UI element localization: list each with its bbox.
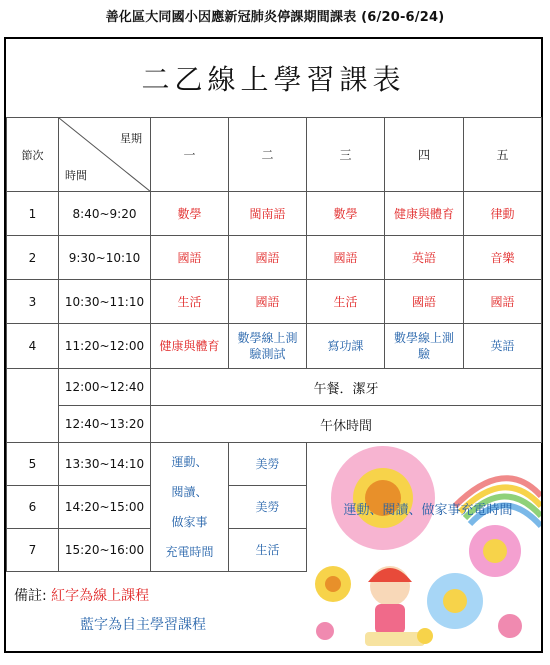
subject-cell: 數學線上測驗 [385, 324, 464, 369]
lunch-text: 午餐．潔牙 [151, 369, 542, 406]
notes-red-desc: 為線上課程 [79, 588, 150, 604]
subject-cell: 國語 [464, 280, 542, 324]
period-number: 1 [7, 192, 59, 236]
self-study-line: 做家事 [171, 515, 208, 529]
notes-red-keyword: 紅字 [51, 588, 80, 604]
subject-cell: 寫功課 [307, 324, 385, 369]
day-header-mon: 一 [151, 118, 229, 192]
day-header-thu: 四 [385, 118, 464, 192]
self-study-text: 運動、閱讀、做家事充電時間 [343, 503, 513, 518]
flower-illustration [305, 436, 541, 651]
period-time: 13:30~14:10 [59, 443, 151, 486]
subject-cell: 美勞 [229, 443, 307, 486]
subject-cell: 健康與體育 [385, 192, 464, 236]
period-time: 10:30~11:10 [59, 280, 151, 324]
subject-cell: 生活 [229, 529, 307, 572]
break-period-blank [7, 369, 59, 443]
subject-cell: 國語 [229, 280, 307, 324]
document-title: 善化區大同國小因應新冠肺炎停課期間課表 (6/20-6/24) [105, 10, 445, 25]
period-number: 5 [7, 443, 59, 486]
break-time: 12:40~13:20 [59, 406, 151, 443]
self-study-line: 充電時間 [165, 545, 214, 559]
subject-cell: 音樂 [464, 236, 542, 280]
subject-cell: 數學 [151, 192, 229, 236]
subject-cell: 律動 [464, 192, 542, 236]
nap-text: 午休時間 [151, 406, 542, 443]
subject-cell: 英語 [464, 324, 542, 369]
self-study-line: 運動、 [171, 455, 208, 469]
header-row [7, 118, 542, 192]
subject-cell: 國語 [151, 236, 229, 280]
small-pink-flowers [316, 614, 522, 644]
period-number: 3 [7, 280, 59, 324]
subject-cell: 國語 [229, 236, 307, 280]
period-number: 7 [7, 529, 59, 572]
day-header-wed: 三 [307, 118, 385, 192]
period-row [7, 324, 542, 369]
small-flower-left [315, 566, 351, 602]
period-time: 9:30~10:10 [59, 236, 151, 280]
period-time: 14:20~15:00 [59, 486, 151, 529]
subject-cell: 健康與體育 [151, 324, 229, 369]
period-time: 11:20~12:00 [59, 324, 151, 369]
timetable-title: 二乙線上學習課表 [141, 63, 406, 96]
time-label: 時間 [65, 169, 87, 182]
subject-cell: 國語 [385, 280, 464, 324]
break-time: 12:00~12:40 [59, 369, 151, 406]
subject-cell: 生活 [307, 280, 385, 324]
notes-blue-keyword: 藍字 [80, 617, 108, 633]
day-header-fri: 五 [464, 118, 542, 192]
self-study-monday [151, 443, 229, 572]
period-time: 15:20~16:00 [59, 529, 151, 572]
day-header-tue: 二 [229, 118, 307, 192]
notes-line-1 [14, 585, 149, 605]
weekday-label: 星期 [120, 132, 142, 145]
notes-blue-desc: 為自主學習課程 [108, 617, 206, 633]
period-time: 8:40~9:20 [59, 192, 151, 236]
break-row [7, 369, 542, 406]
period-row [7, 236, 542, 280]
period-row [7, 280, 542, 324]
period-row [7, 192, 542, 236]
period-number: 6 [7, 486, 59, 529]
period-number: 4 [7, 324, 59, 369]
period-number: 2 [7, 236, 59, 280]
pink-flower-right [469, 525, 521, 577]
weekday-time-header [59, 118, 151, 192]
notes-line-2 [80, 614, 206, 634]
subject-cell: 數學線上測驗測試 [229, 324, 307, 369]
subject-cell: 美勞 [229, 486, 307, 529]
subject-cell: 閩南語 [229, 192, 307, 236]
subject-cell: 數學 [307, 192, 385, 236]
sunflower-large [331, 446, 435, 550]
subject-cell: 生活 [151, 280, 229, 324]
subject-cell: 國語 [307, 236, 385, 280]
child-figure [365, 566, 425, 646]
subject-cell: 英語 [385, 236, 464, 280]
period-header: 節次 [7, 118, 59, 192]
self-study-line: 閱讀、 [171, 485, 208, 499]
blue-flower [427, 573, 483, 629]
notes-label: 備註: [14, 588, 47, 604]
